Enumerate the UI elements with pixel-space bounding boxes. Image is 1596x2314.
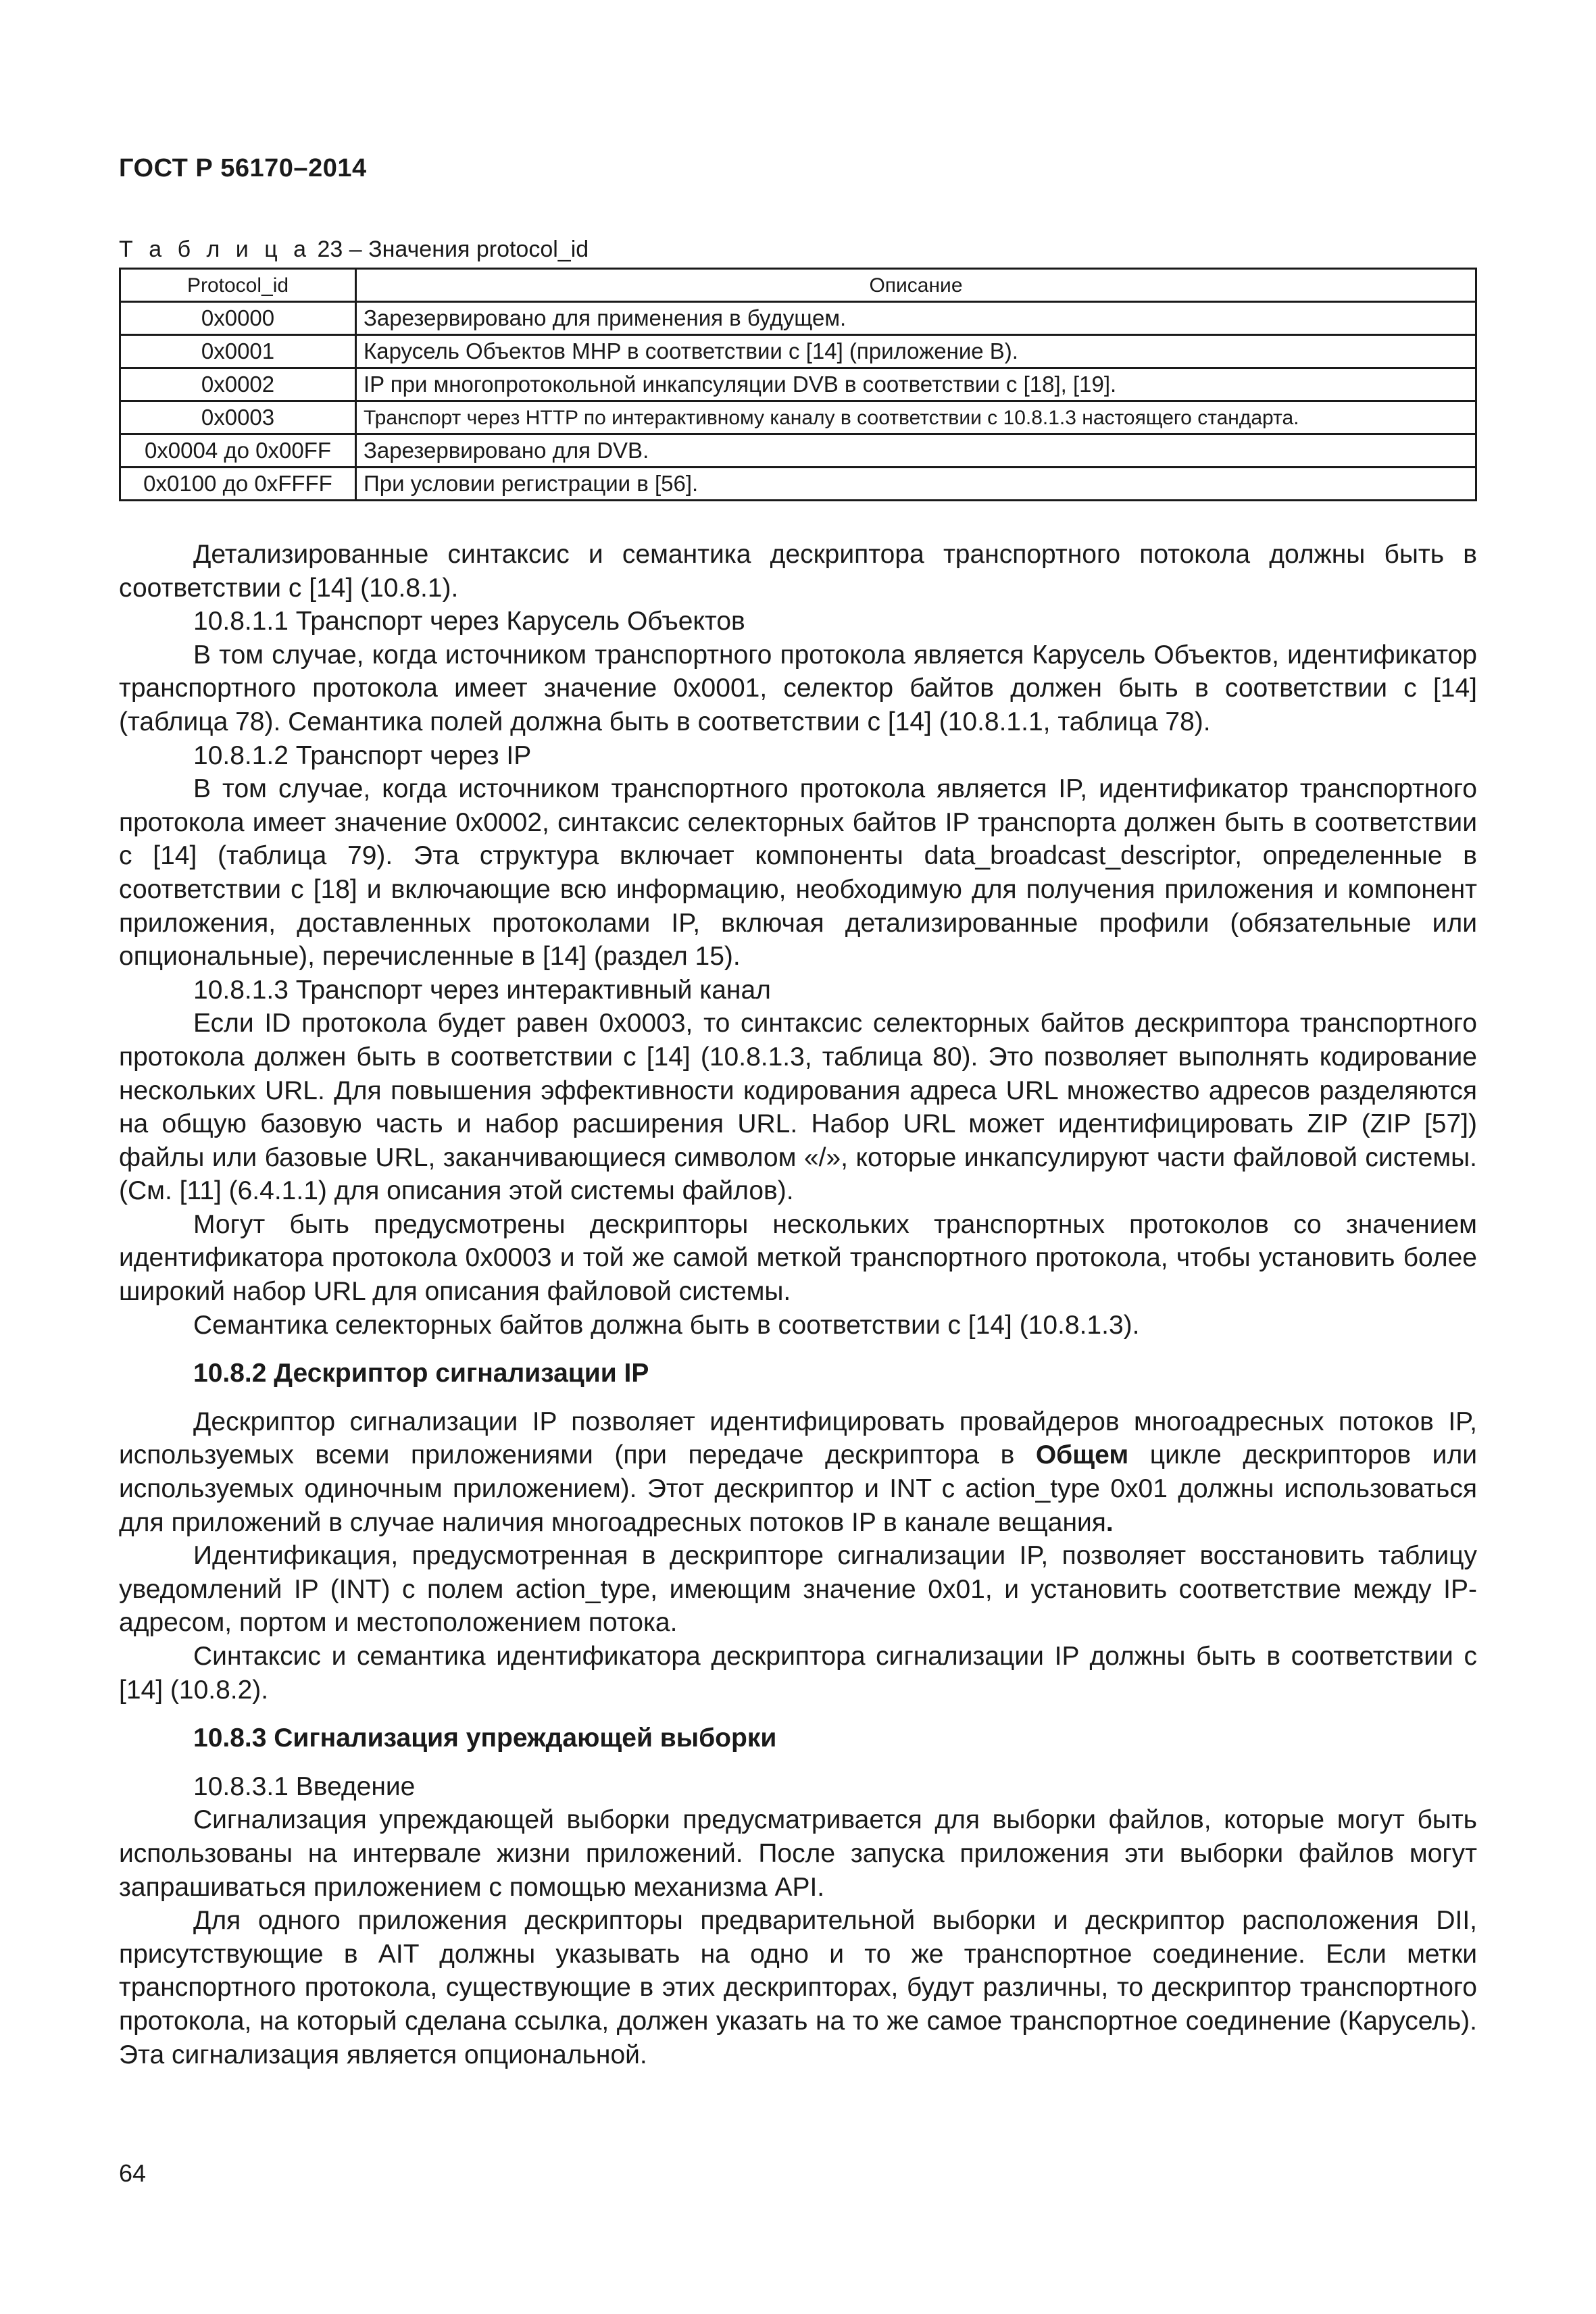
body-text bbox=[119, 538, 1477, 2071]
description-cell: При условии регистрации в [56]. bbox=[356, 468, 1476, 501]
table-row bbox=[120, 434, 1476, 468]
paragraph bbox=[119, 1405, 1477, 1539]
paragraph: Сигнализация упреждающей выборки предусматривается для выборки файлов, которые могут быть использованы на интервале жизни приложений. После запуска приложения эти выборки файлов могут запрашиваться приложением с помощью механизма API. bbox=[119, 1805, 1477, 1902]
paragraph-text: Дескриптор сигнализации IP позволяет идентифицировать провайдеров многоадресных потоков IP, используемых всеми приложениями (при передаче дескриптора в bbox=[119, 1407, 1477, 1470]
table-caption bbox=[119, 236, 589, 263]
paragraph: Для одного приложения дескрипторы предварительной выборки и дескриптор расположения DII, присутствующие в AIT должны указывать на одно и то же транспортное соединение. Если метки транспортного протокола, существующие в этих дескрипторах, будут различны, то дескриптор транспортного протокола, на который сделана ссылка, должен указать на то же самое транспортное соединение (Карусель). Эта сигнализация является опциональной. bbox=[119, 1906, 1477, 2069]
description-cell: Зарезервировано для применения в будущем. bbox=[356, 302, 1476, 335]
subsection-title: 10.8.1.1 Транспорт через Карусель Объектов bbox=[193, 607, 745, 636]
table-row bbox=[120, 368, 1476, 401]
bold-term: Общем bbox=[1035, 1440, 1129, 1470]
paragraph: Если ID протокола будет равен 0x0003, то синтаксис селекторных байтов дескриптора транспортного протокола должен быть в соответствии с [14] (10.8.1.3, таблица 80). Это позволяет выполнять кодирование нескольких URL. Для повышения эффективности кодирования адреса URL множество адресов разделяются на общую базовую часть и набор расширения URL. Набор URL может идентифицировать ZIP (ZIP [57]) файлы или базовые URL, заканчивающиеся символом «/», которые инкапсулируют части файловой системы. (См. [11] (6.4.1.1) для описания этой системы файлов). bbox=[119, 1009, 1477, 1206]
description-cell: Карусель Объектов MHP в соответствии с [14] (приложение B). bbox=[356, 335, 1476, 368]
paragraph: В том случае, когда источником транспортного протокола является IP, идентификатор транспортного протокола имеет значение 0x0002, синтаксис селекторных байтов IP транспорта должен быть в соответствии с [14] (таблица 79). Эта структура включает компоненты data_broadcast_descriptor, определенные в соответствии с [18] и включающие всю информацию, необходимую для получения приложения и компонент приложения, доставленных протоколами IP, включая детализированные профили (обязательные или опциональные), перечисленные в [14] (раздел 15). bbox=[119, 774, 1477, 972]
table-row bbox=[120, 468, 1476, 501]
description-cell: IP при многопротокольной инкапсуляции DVB в соответствии с [18], [19]. bbox=[356, 368, 1476, 401]
table-row bbox=[120, 302, 1476, 335]
standard-header: ГОСТ Р 56170–2014 bbox=[119, 154, 367, 182]
protocol-id-cell: 0x0002 bbox=[120, 368, 356, 401]
subsection-title: 10.8.3.1 Введение bbox=[193, 1771, 416, 1801]
paragraph-text: цикле дескрипторов или используемых одиночным приложением). Этот дескриптор и INT с action_type 0x01 должны использоваться для приложений в случае наличия многоадресных потоков IP в канале вещания bbox=[119, 1440, 1478, 1537]
paragraph: В том случае, когда источником транспортного протокола является Карусель Объектов, идентификатор транспортного протокола имеет значение 0x0001, селектор байтов должен быть в соответствии с [14] (таблица 78). Семантика полей должна быть в соответствии с [14] (10.8.1.1, таблица 78). bbox=[119, 640, 1477, 736]
paragraph: Семантика селекторных байтов должна быть в соответствии с [14] (10.8.1.3). bbox=[193, 1310, 1140, 1340]
column-header-description: Описание bbox=[356, 269, 1476, 302]
page-number: 64 bbox=[119, 2159, 147, 2187]
description-cell: Транспорт через HTTP по интерактивному каналу в соответствии с 10.8.1.3 настоящего стандарта. bbox=[356, 401, 1476, 434]
subsection-title: 10.8.1.3 Транспорт через интерактивный канал bbox=[193, 975, 771, 1005]
table-row bbox=[120, 335, 1476, 368]
table-caption-label: Т а б л и ц а bbox=[119, 236, 311, 262]
description-cell: Зарезервировано для DVB. bbox=[356, 434, 1476, 468]
bold-period: . bbox=[1105, 1507, 1114, 1537]
protocol-id-cell: 0x0100 до 0xFFFF bbox=[120, 468, 356, 501]
table-header-row bbox=[120, 269, 1476, 302]
protocol-id-table bbox=[119, 268, 1477, 501]
paragraph: Идентификация, предусмотренная в дескрипторе сигнализации IP, позволяет восстановить таблицу уведомлений IP (INT) с полем action_type, имеющим значение 0x01, и установить соответствие между IP-адресом, портом и местоположением потока. bbox=[119, 1541, 1477, 1638]
protocol-id-cell: 0x0001 bbox=[120, 335, 356, 368]
column-header-protocol-id: Protocol_id bbox=[120, 269, 356, 302]
paragraph: Могут быть предусмотрены дескрипторы нескольких транспортных протоколов со значением идентификатора протокола 0x0003 и той же самой меткой транспортного протокола, чтобы установить более широкий набор URL для описания файловой системы. bbox=[119, 1209, 1477, 1307]
paragraph: Детализированные синтаксис и семантика дескриптора транспортного потокола должны быть в соответствии с [14] (10.8.1). bbox=[119, 540, 1477, 603]
protocol-id-cell: 0x0004 до 0x00FF bbox=[120, 434, 356, 468]
section-heading: 10.8.3 Сигнализация упреждающей выборки bbox=[193, 1724, 777, 1753]
table-row bbox=[120, 401, 1476, 434]
subsection-title: 10.8.1.2 Транспорт через IP bbox=[193, 740, 532, 770]
section-heading: 10.8.2 Дескриптор сигнализации IP bbox=[193, 1359, 649, 1388]
table-caption-title: 23 – Значения protocol_id bbox=[311, 236, 589, 262]
protocol-id-cell: 0x0003 bbox=[120, 401, 356, 434]
paragraph: Синтаксис и семантика идентификатора дескриптора сигнализации IP должны быть в соответствии с [14] (10.8.2). bbox=[119, 1642, 1477, 1705]
protocol-id-cell: 0x0000 bbox=[120, 302, 356, 335]
